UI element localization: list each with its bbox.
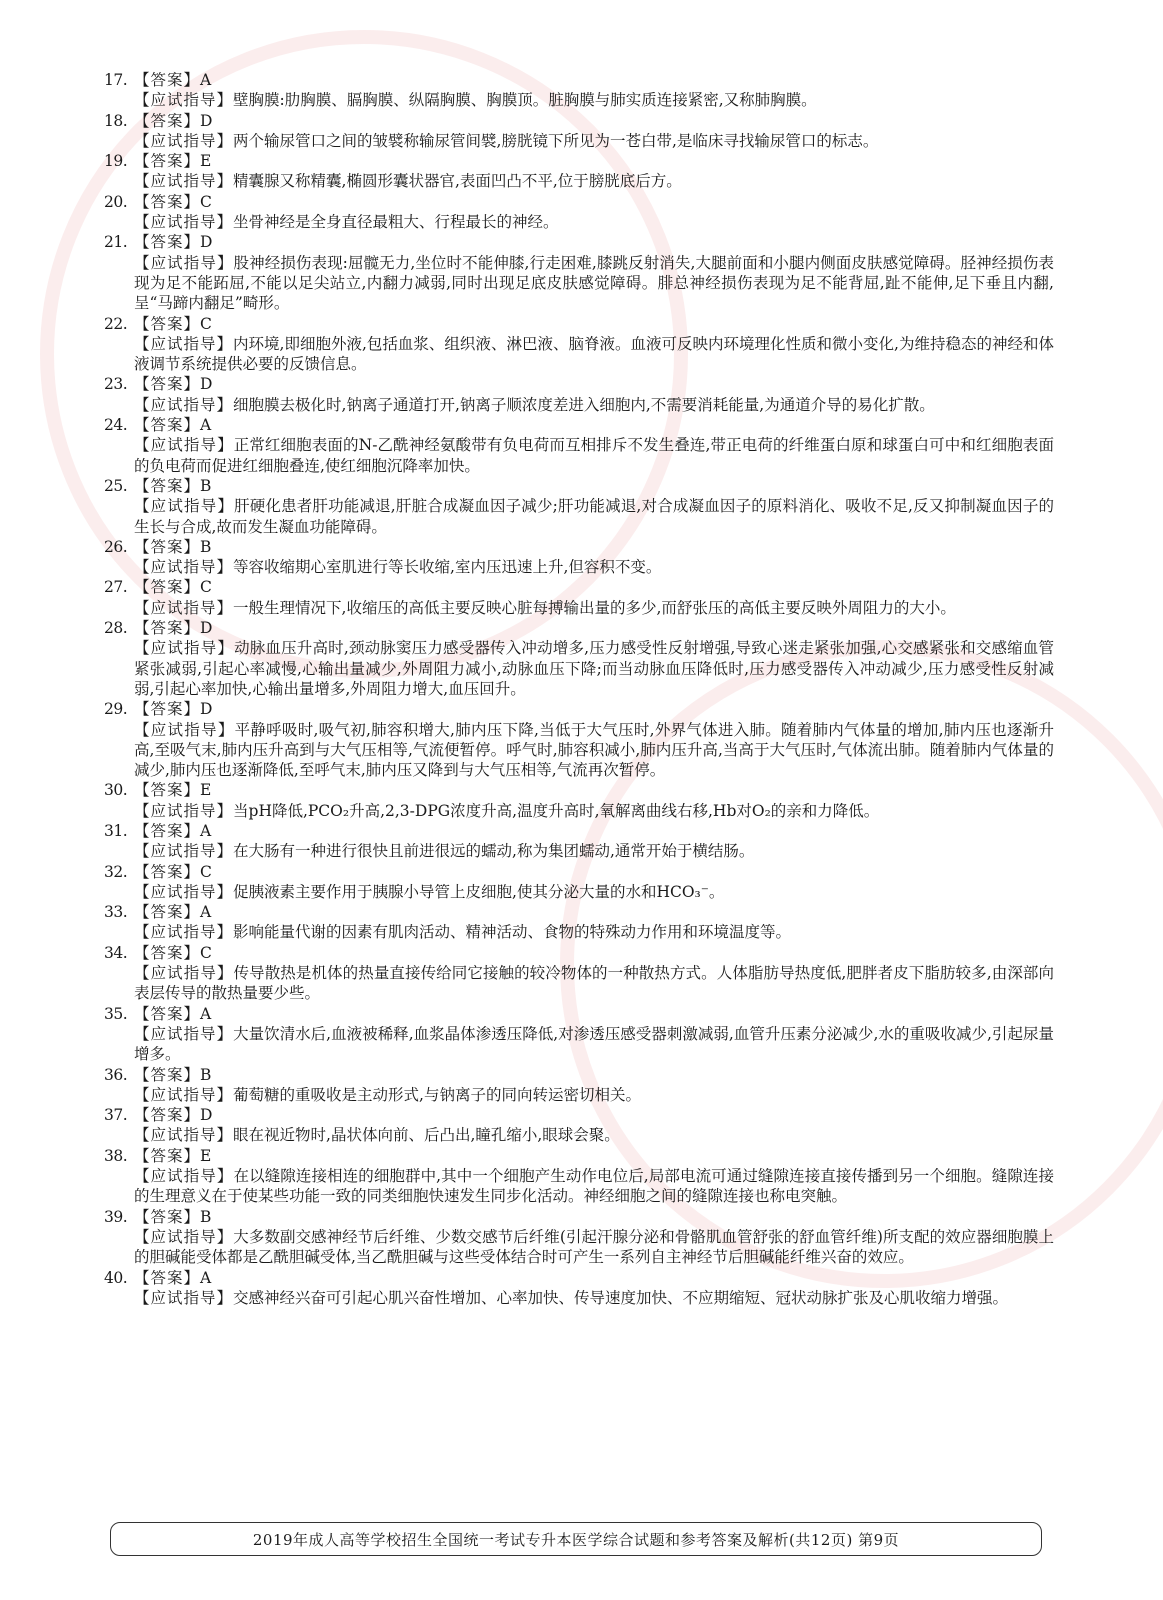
guide-tag: 【应试指导】 xyxy=(134,213,234,232)
answer-value: D xyxy=(200,233,213,252)
answer-item xyxy=(104,1207,1054,1268)
guide-text: 影响能量代谢的因素有肌肉活动、精神活动、食物的特殊动力作用和环境温度等。 xyxy=(233,923,792,942)
answer-line xyxy=(104,1004,1054,1024)
answer-item xyxy=(104,151,1054,192)
answer-line xyxy=(104,1268,1054,1288)
answer-tag: 【答案】 xyxy=(134,862,201,881)
guide-tag: 【应试指导】 xyxy=(134,842,234,861)
guide-tag: 【应试指导】 xyxy=(134,639,235,658)
guide-line xyxy=(104,496,1054,537)
answer-value: D xyxy=(200,619,213,638)
answer-item xyxy=(104,537,1054,578)
answer-value: A xyxy=(200,416,212,435)
guide-line xyxy=(104,1125,1054,1145)
answer-line xyxy=(104,902,1054,922)
answer-item xyxy=(104,902,1054,943)
guide-tag: 【应试指导】 xyxy=(134,253,234,272)
question-number: 38. xyxy=(104,1146,128,1165)
guide-line xyxy=(104,801,1054,821)
answer-tag: 【答案】 xyxy=(134,1106,201,1125)
guide-tag: 【应试指导】 xyxy=(134,131,234,150)
guide-tag: 【应试指导】 xyxy=(134,334,234,353)
guide-text: 精囊腺又称精囊,椭圆形囊状器官,表面凹凸不平,位于膀胱底后方。 xyxy=(233,172,682,191)
guide-tag: 【应试指导】 xyxy=(134,1288,234,1307)
answer-value: A xyxy=(200,1004,212,1023)
guide-line xyxy=(104,1024,1054,1065)
question-number: 34. xyxy=(104,943,128,962)
guide-text: 内环境,即细胞外液,包括血浆、组织液、淋巴液、脑脊液。血液可反映内环境理化性质和微小变化,为维持稳态的神经和体液调节系统提供必要的反馈信息。 xyxy=(134,334,1054,374)
answer-value: B xyxy=(200,476,212,495)
answer-line xyxy=(104,70,1054,90)
guide-text: 当pH降低,PCO₂升高,2,3-DPG浓度升高,温度升高时,氧解离曲线右移,Hb对O₂的亲和力降低。 xyxy=(233,801,880,820)
answer-item xyxy=(104,1268,1054,1309)
answer-line xyxy=(104,699,1054,719)
answer-item xyxy=(104,821,1054,862)
guide-text: 大量饮清水后,血液被稀释,血浆晶体渗透压降低,对渗透压感受器刺激减弱,血管升压素分泌减少,水的重吸收减少,引起尿量增多。 xyxy=(134,1024,1054,1064)
guide-line xyxy=(104,1166,1054,1207)
answer-tag: 【答案】 xyxy=(134,1268,201,1287)
answer-tag: 【答案】 xyxy=(134,1004,201,1023)
question-number: 17. xyxy=(104,71,128,89)
answer-item xyxy=(104,232,1054,313)
answer-tag: 【答案】 xyxy=(134,619,201,638)
guide-text: 坐骨神经是全身直径最粗大、行程最长的神经。 xyxy=(233,213,559,232)
guide-line xyxy=(104,171,1054,191)
answer-value: E xyxy=(200,152,212,171)
answer-tag: 【答案】 xyxy=(134,416,201,435)
answer-value: B xyxy=(200,537,212,556)
answer-item xyxy=(104,699,1054,780)
guide-line xyxy=(104,922,1054,942)
answer-item xyxy=(104,192,1054,233)
answer-line xyxy=(104,415,1054,435)
answer-value: C xyxy=(200,862,212,881)
answer-item xyxy=(104,415,1054,476)
question-number: 33. xyxy=(104,903,128,922)
answer-tag: 【答案】 xyxy=(134,71,201,89)
answer-line xyxy=(104,943,1054,963)
answer-tag: 【答案】 xyxy=(134,821,201,840)
answer-item xyxy=(104,374,1054,415)
answer-tag: 【答案】 xyxy=(134,476,201,495)
answer-tag: 【答案】 xyxy=(134,192,201,211)
answer-value: D xyxy=(200,375,213,394)
answer-value: E xyxy=(200,1146,212,1165)
answer-value: B xyxy=(200,1065,212,1084)
guide-tag: 【应试指导】 xyxy=(134,1024,234,1043)
guide-tag: 【应试指导】 xyxy=(134,1167,234,1186)
guide-tag: 【应试指导】 xyxy=(134,91,234,110)
answer-item xyxy=(104,1146,1054,1207)
answer-item xyxy=(104,618,1054,699)
answer-item xyxy=(104,1065,1054,1106)
answer-line xyxy=(104,577,1054,597)
guide-text: 交感神经兴奋可引起心肌兴奋性增加、心率加快、传导速度加快、不应期缩短、冠状动脉扩张及心肌收缩力增强。 xyxy=(233,1288,1009,1307)
answer-tag: 【答案】 xyxy=(134,578,201,597)
answer-tag: 【答案】 xyxy=(134,943,201,962)
answer-tag: 【答案】 xyxy=(134,1065,201,1084)
guide-line xyxy=(104,841,1054,861)
guide-tag: 【应试指导】 xyxy=(134,395,234,414)
question-number: 25. xyxy=(104,476,128,495)
guide-text: 细胞膜去极化时,钠离子通道打开,钠离子顺浓度差进入细胞内,不需要消耗能量,为通道介导的易化扩散。 xyxy=(233,395,935,414)
guide-line xyxy=(104,720,1054,781)
guide-text: 眼在视近物时,晶状体向前、后凸出,瞳孔缩小,眼球会聚。 xyxy=(233,1126,620,1145)
answer-line xyxy=(104,537,1054,557)
answer-item xyxy=(104,1004,1054,1065)
guide-tag: 【应试指导】 xyxy=(134,558,234,577)
guide-line xyxy=(104,395,1054,415)
answer-tag: 【答案】 xyxy=(134,233,201,252)
guide-line xyxy=(104,212,1054,232)
answer-tag: 【答案】 xyxy=(134,1207,201,1226)
guide-tag: 【应试指导】 xyxy=(134,801,234,820)
guide-line xyxy=(104,638,1054,699)
page-footer: 2019年成人高等学校招生全国统一考试专升本医学综合试题和参考答案及解析(共12页) 第9页 xyxy=(110,1522,1042,1556)
question-number: 37. xyxy=(104,1106,128,1125)
question-number: 40. xyxy=(104,1268,128,1287)
answer-line xyxy=(104,821,1054,841)
guide-line xyxy=(104,131,1054,151)
answer-line xyxy=(104,232,1054,252)
guide-text: 等容收缩期心室肌进行等长收缩,室内压迅速上升,但容积不变。 xyxy=(233,558,662,577)
guide-line xyxy=(104,90,1054,110)
answer-line xyxy=(104,374,1054,394)
question-number: 28. xyxy=(104,619,128,638)
answer-line xyxy=(104,780,1054,800)
answer-value: C xyxy=(200,192,212,211)
guide-line xyxy=(104,435,1054,476)
answer-value: C xyxy=(200,578,212,597)
question-number: 24. xyxy=(104,416,128,435)
answer-value: A xyxy=(200,71,212,89)
answer-item xyxy=(104,476,1054,537)
answer-value: A xyxy=(200,1268,212,1287)
guide-text: 肝硬化患者肝功能减退,肝脏合成凝血因子减少;肝功能减退,对合成凝血因子的原料消化、吸收不足,反又抑制凝血因子的生长与合成,故而发生凝血功能障碍。 xyxy=(134,497,1054,536)
question-number: 29. xyxy=(104,700,128,719)
answer-tag: 【答案】 xyxy=(134,375,201,394)
answer-line xyxy=(104,192,1054,212)
guide-text: 在大肠有一种进行很快且前进很远的蠕动,称为集团蠕动,通常开始于横结肠。 xyxy=(233,842,755,861)
answer-tag: 【答案】 xyxy=(134,781,201,800)
answer-tag: 【答案】 xyxy=(134,152,201,171)
answer-line xyxy=(104,314,1054,334)
guide-tag: 【应试指导】 xyxy=(134,1126,234,1145)
answer-value: D xyxy=(200,111,213,130)
question-number: 18. xyxy=(104,111,128,130)
answer-tag: 【答案】 xyxy=(134,314,201,333)
answer-line xyxy=(104,1105,1054,1125)
guide-line xyxy=(104,557,1054,577)
answer-value: E xyxy=(200,781,212,800)
question-number: 19. xyxy=(104,152,128,171)
answer-line xyxy=(104,1146,1054,1166)
answer-item xyxy=(104,862,1054,903)
answer-item xyxy=(104,1105,1054,1146)
guide-tag: 【应试指导】 xyxy=(134,882,234,901)
guide-line xyxy=(104,598,1054,618)
answer-line xyxy=(104,111,1054,131)
answer-value: C xyxy=(200,314,212,333)
guide-text: 葡萄糖的重吸收是主动形式,与钠离子的同向转运密切相关。 xyxy=(233,1085,641,1104)
answer-item xyxy=(104,111,1054,152)
guide-text: 两个输尿管口之间的皱襞称输尿管间襞,膀胱镜下所见为一苍白带,是临床寻找输尿管口的标志。 xyxy=(233,131,879,150)
guide-tag: 【应试指导】 xyxy=(134,436,234,455)
guide-text: 壁胸膜:肋胸膜、膈胸膜、纵隔胸膜、胸膜顶。脏胸膜与肺实质连接紧密,又称肺胸膜。 xyxy=(233,91,817,110)
answer-item xyxy=(104,577,1054,618)
answer-item xyxy=(104,943,1054,1004)
answer-line xyxy=(104,151,1054,171)
guide-line xyxy=(104,1085,1054,1105)
answer-item xyxy=(104,70,1054,111)
answer-value: C xyxy=(200,943,212,962)
answer-tag: 【答案】 xyxy=(134,111,201,130)
answer-value: A xyxy=(200,903,212,922)
guide-text: 大多数副交感神经节后纤维、少数交感节后纤维(引起汗腺分泌和骨骼肌血管舒张的舒血管纤维)所支配的效应器细胞膜上的胆碱能受体都是乙酰胆碱受体,当乙酰胆碱与这些受体结合时可产生一系列自主神经节后胆碱能纤维兴奋的效应。 xyxy=(134,1227,1054,1267)
guide-line xyxy=(104,1288,1054,1308)
guide-text: 一般生理情况下,收缩压的高低主要反映心脏每搏输出量的多少,而舒张压的高低主要反映外周阻力的大小。 xyxy=(233,598,956,617)
guide-line xyxy=(104,882,1054,902)
question-number: 32. xyxy=(104,862,128,881)
answer-tag: 【答案】 xyxy=(134,1146,201,1165)
answer-tag: 【答案】 xyxy=(134,903,201,922)
guide-text: 动脉血压升高时,颈动脉窦压力感受器传入冲动增多,压力感受性反射增强,导致心迷走紧张加强,心交感紧张和交感缩血管紧张减弱,引起心率减慢,心输出量减少,外周阻力减小,动脉血压下降;而当动脉血压降低时,压力感受器传入冲动减少,压力感受性反射减弱,引起心率加快,心输出量增多,外周阻力增大,血压回升。 xyxy=(134,639,1054,698)
guide-tag: 【应试指导】 xyxy=(134,172,234,191)
guide-line xyxy=(104,963,1054,1004)
question-number: 30. xyxy=(104,781,128,800)
question-number: 27. xyxy=(104,578,128,597)
guide-tag: 【应试指导】 xyxy=(134,1227,234,1246)
guide-text: 在以缝隙连接相连的细胞群中,其中一个细胞产生动作电位后,局部电流可通过缝隙连接直接传播到另一个细胞。缝隙连接的生理意义在于使某些功能一致的同类细胞快速发生同步化活动。神经细胞之间的缝隙连接也称电突触。 xyxy=(134,1167,1054,1206)
answer-tag: 【答案】 xyxy=(134,700,201,719)
guide-line xyxy=(104,253,1054,314)
guide-tag: 【应试指导】 xyxy=(134,1085,234,1104)
question-number: 26. xyxy=(104,537,128,556)
guide-text: 正常红细胞表面的N-乙酰神经氨酸带有负电荷而互相排斥不发生叠连,带正电荷的纤维蛋白原和球蛋白可中和红细胞表面的负电荷而促进红细胞叠连,使红细胞沉降率加快。 xyxy=(134,436,1054,475)
guide-tag: 【应试指导】 xyxy=(134,923,234,942)
question-number: 21. xyxy=(104,233,128,252)
question-number: 39. xyxy=(104,1207,128,1226)
question-number: 22. xyxy=(104,314,128,333)
question-number: 36. xyxy=(104,1065,128,1084)
question-number: 31. xyxy=(104,821,128,840)
answer-value: A xyxy=(200,821,212,840)
answer-line xyxy=(104,1065,1054,1085)
guide-line xyxy=(104,1227,1054,1268)
guide-tag: 【应试指导】 xyxy=(134,964,234,983)
guide-line xyxy=(104,334,1054,375)
answer-item xyxy=(104,780,1054,821)
guide-text: 股神经损伤表现:屈髋无力,坐位时不能伸膝,行走困难,膝跳反射消失,大腿前面和小腿内侧面皮肤感觉障碍。胫神经损伤表现为足不能跖屈,不能以足尖站立,内翻力减弱,同时出现足底皮肤感觉障碍。腓总神经损伤表现为足不能背屈,趾不能伸,足下垂且内翻,呈“马蹄内翻足”畸形。 xyxy=(134,253,1054,313)
guide-text: 传导散热是机体的热量直接传给同它接触的较冷物体的一种散热方式。人体脂肪导热度低,肥胖者皮下脂肪较多,由深部向表层传导的散热量要少些。 xyxy=(134,964,1054,1003)
answer-list xyxy=(104,70,1054,1308)
guide-text: 平静呼吸时,吸气初,肺容积增大,肺内压下降,当低于大气压时,外界气体进入肺。随着肺内气体量的增加,肺内压也逐渐升高,至吸气末,肺内压升高到与大气压相等,气流便暂停。呼气时,肺容积减小,肺内压升高,当高于大气压时,气体流出肺。随着肺内气体量的减少,肺内压也逐渐降低,至呼气末,肺内压又降到与大气压相等,气流再次暂停。 xyxy=(134,720,1054,780)
answer-line xyxy=(104,862,1054,882)
answer-line xyxy=(104,1207,1054,1227)
question-number: 35. xyxy=(104,1004,128,1023)
question-number: 20. xyxy=(104,192,128,211)
guide-tag: 【应试指导】 xyxy=(134,497,235,516)
guide-tag: 【应试指导】 xyxy=(134,598,234,617)
answer-value: D xyxy=(200,700,213,719)
answer-value: B xyxy=(200,1207,212,1226)
answer-tag: 【答案】 xyxy=(134,537,201,556)
guide-tag: 【应试指导】 xyxy=(134,720,235,739)
answer-value: D xyxy=(200,1106,213,1125)
answer-line xyxy=(104,618,1054,638)
answer-line xyxy=(104,476,1054,496)
guide-text: 促胰液素主要作用于胰腺小导管上皮细胞,使其分泌大量的水和HCO₃⁻。 xyxy=(233,882,725,901)
question-number: 23. xyxy=(104,375,128,394)
answer-item xyxy=(104,314,1054,375)
